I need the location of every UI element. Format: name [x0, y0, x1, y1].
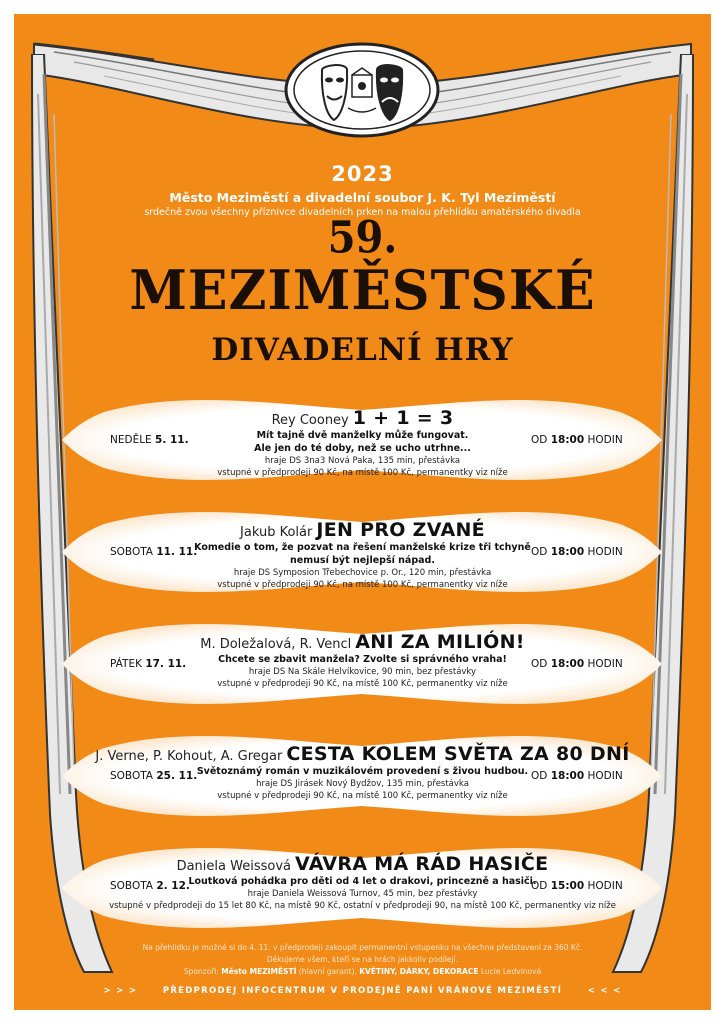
footer — [14, 942, 711, 978]
troupe-info: hraje DS Na Skále Helvíkovice, 90 min, bez přestávky — [248, 667, 477, 677]
time-prefix: OD — [531, 770, 548, 782]
time-suffix: HODIN — [587, 546, 623, 558]
date-number: 25. 11. — [156, 770, 198, 782]
sponsor-2-name: Lucie Ledvinová — [480, 967, 542, 976]
ticket-info: vstupné v předprodeji 90 Kč, na místě 100 Kč, permanentky viz níže — [217, 679, 508, 689]
performance-details — [14, 853, 711, 912]
presale-line — [14, 986, 711, 996]
sponsors-line — [14, 966, 711, 978]
time-prefix: OD — [531, 546, 548, 558]
play-heading — [14, 407, 711, 429]
ticket-info: vstupné v předprodeji 90 Kč, na místě 100 Kč, permanentky viz níže — [217, 468, 508, 478]
play-title: JEN PRO ZVANÉ — [316, 519, 485, 541]
title-line-2: DIVADELNÍ HRY — [211, 332, 514, 368]
header — [14, 162, 711, 218]
time-value: 18:00 — [550, 770, 585, 782]
description-1: Chcete se zbavit manžela? Zvolte si správného vraha! — [218, 654, 507, 665]
play-title: ANI ZA MILIÓN! — [355, 631, 525, 653]
date-day: PÁTEK — [110, 658, 142, 670]
performance-banner — [14, 828, 711, 948]
presale-text: PŘEDPRODEJ INFOCENTRUM V PRODEJNĚ PANÍ VRÁNOVÉ MEZIMĚSTÍ — [162, 986, 563, 996]
troupe-info: hraje DS 3na3 Nová Paka, 135 min, přestávka — [264, 456, 461, 466]
time-prefix: OD — [531, 880, 548, 892]
author: J. Verne, P. Kohout, A. Gregar — [95, 749, 283, 764]
description-1: Světoznámý román v muzikálovém provedení s živou hudbou. — [196, 766, 529, 777]
performance-details — [14, 631, 711, 690]
performance-banner — [14, 716, 711, 836]
invitation: srdečně zvou všechny příznivce divadelních prken na malou přehlídku amatérského divadla — [144, 207, 581, 218]
play-heading — [14, 743, 711, 765]
title-line-1: MEZIMĚSTSKÉ — [129, 258, 596, 323]
ticket-info: vstupné v předprodeji 90 Kč, na místě 100 Kč, permanentky viz níže — [217, 580, 508, 590]
edition-number: 59. — [327, 211, 398, 264]
time-suffix: HODIN — [587, 434, 623, 446]
time-prefix: OD — [531, 434, 548, 446]
description-1: Mít tajně dvě manželky může fungovat. — [256, 430, 469, 441]
play-heading — [14, 631, 711, 653]
organizer: Město Meziměstí a divadelní soubor J. K. Tyl Meziměstí — [169, 190, 556, 205]
play-title: VÁVRA MÁ RÁD HASIČE — [294, 853, 549, 875]
author: Jakub Kolár — [240, 525, 313, 540]
description-1: Komedie o tom, že pozvat na řešení manželské krize tři tchyně — [194, 542, 531, 553]
date-number: 11. 11. — [156, 546, 198, 558]
troupe-info: hraje DS Symposion Třebechovice p. Or., 120 min, přestávka — [233, 568, 492, 578]
troupe-info: hraje DS Jirásek Nový Bydžov, 135 min, přestávka — [256, 779, 469, 789]
ticket-info: vstupné v předprodeji do 15 let 80 Kč, na místě 90 Kč, ostatní v předprodeji 90, na místě 100 Kč, permanentky viz níže — [109, 901, 616, 911]
description-2: Ale jen do té doby, než se ucho utrhne... — [254, 443, 471, 454]
sponsor-1-note: (hlavní garant), — [298, 967, 357, 976]
performance-banner — [14, 380, 711, 500]
time-suffix: HODIN — [587, 770, 623, 782]
performance-details — [14, 519, 711, 591]
date-day: SOBOTA — [110, 770, 153, 782]
presale-arrows-right: < < < — [587, 986, 622, 996]
year: 2023 — [331, 162, 394, 186]
play-title: CESTA KOLEM SVĚTA ZA 80 DNÍ — [286, 743, 630, 765]
performance-banner — [14, 604, 711, 724]
author: Daniela Weissová — [176, 859, 291, 874]
performance-details — [14, 743, 711, 802]
time-suffix: HODIN — [587, 880, 623, 892]
play-title: 1 + 1 = 3 — [352, 407, 454, 429]
description-2: nemusí být nejlepší nápad. — [290, 555, 435, 566]
performance-banner — [14, 492, 711, 612]
play-heading — [14, 853, 711, 875]
performance-details — [14, 407, 711, 479]
time-value: 15:00 — [550, 880, 585, 892]
footer-line-2: Děkujeme všem, kteří se na hrách jakkoliv podílejí. — [266, 955, 459, 964]
ticket-info: vstupné v předprodeji 90 Kč, na místě 100 Kč, permanentky viz níže — [217, 791, 508, 801]
sponsors-label: Sponzoři: — [183, 967, 219, 976]
description-1: Loutková pohádka pro děti od 4 let o drakovi, princezně a hasiči. — [188, 876, 537, 887]
date-day: SOBOTA — [110, 880, 153, 892]
sponsor-2: KVĚTINY, DÁRKY, DEKORACE — [359, 967, 479, 976]
date-day: NEDĚLE — [110, 434, 152, 446]
time-value: 18:00 — [550, 434, 585, 446]
time-value: 18:00 — [550, 546, 585, 558]
time-value: 18:00 — [550, 658, 585, 670]
play-heading — [14, 519, 711, 541]
poster — [14, 14, 711, 1010]
date-number: 2. 12. — [156, 880, 190, 892]
date-number: 5. 11. — [155, 434, 189, 446]
author: M. Doležalová, R. Vencl — [200, 637, 352, 652]
sponsor-1: Město MEZIMĚSTÍ — [221, 967, 297, 976]
date-number: 17. 11. — [145, 658, 187, 670]
footer-line-1: Na přehlídku je možné si do 4. 11. v předprodeji zakoupit permanentní vstupenku na všechna představení za 360 Kč. — [142, 943, 583, 952]
author: Rey Cooney — [271, 413, 349, 428]
troupe-info: hraje Daniela Weissová Turnov, 45 min, bez přestávky — [247, 889, 478, 899]
date-day: SOBOTA — [110, 546, 153, 558]
presale-arrows-left: > > > — [103, 986, 138, 996]
time-prefix: OD — [531, 658, 548, 670]
theatre-masks-logo — [282, 40, 442, 140]
time-suffix: HODIN — [587, 658, 623, 670]
